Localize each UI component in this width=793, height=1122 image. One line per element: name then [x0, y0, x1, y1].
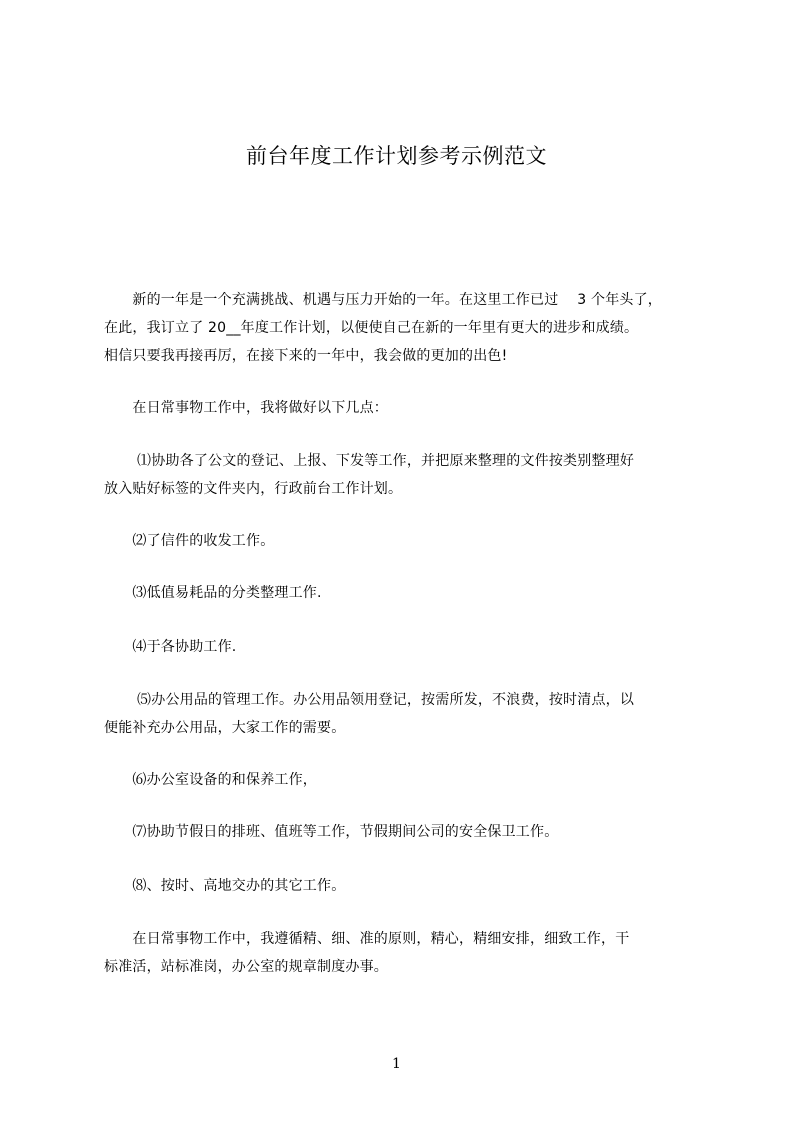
- list-item-5: [104, 686, 716, 742]
- paragraph-line: 标准活，站标准岗，办公室的规章制度办事。: [104, 959, 388, 975]
- list-item-7: [104, 818, 716, 846]
- document-title: 前台年度工作计划参考示例范文: [246, 144, 547, 168]
- paragraph-line: 便能补充办公用品，大家工作的需要。: [104, 720, 346, 736]
- paragraph-line: 放入贴好标签的文件夹内，行政前台工作计划。: [104, 481, 403, 497]
- paragraph-line: 在此，我订立了 20__年度工作计划，以便使自己在新的一年里有更大的进步和成绩。: [104, 320, 639, 336]
- list-item-4: [104, 633, 716, 661]
- paragraph-line: 相信只要我再接再厉，在接下来的一年中，我会做的更加的出色!: [104, 348, 508, 364]
- paragraph-line: ⑺协助节假日的排班、值班等工作，节假期间公司的安全保卫工作。: [104, 824, 559, 840]
- page-number: 1: [392, 1056, 401, 1072]
- paragraph-line: ⑻、按时、高地交办的其它工作。: [104, 878, 346, 894]
- list-item-8: [104, 872, 716, 900]
- paragraph-intro: [104, 286, 716, 370]
- paragraph-line: ⑷于各协助工作.: [104, 639, 237, 655]
- list-item-1: [104, 447, 716, 503]
- paragraph-line: ⑹办公室设备的和保养工作，: [104, 772, 317, 788]
- paragraph-line: 在日常事物工作中，我遵循精、细、准的原则，精心，精细安排，细致工作，干: [104, 931, 630, 947]
- paragraph-line: 在日常事物工作中，我将做好以下几点：: [104, 400, 388, 416]
- paragraph-line: ⑵了信件的收发工作。: [104, 533, 275, 549]
- paragraph-line: ⑶低值易耗品的分类整理工作.: [104, 585, 322, 601]
- paragraph-closing: [104, 925, 716, 981]
- list-item-2: [104, 527, 716, 555]
- paragraph-line: ⑸办公用品的管理工作。办公用品领用登记，按需所发，不浪费，按时清点，以: [104, 692, 635, 708]
- list-item-3: [104, 579, 716, 607]
- paragraph-line: ⑴协助各了公文的登记、上报、下发等工作，并把原来整理的文件按类别整理好: [104, 453, 635, 469]
- paragraph-points-intro: [104, 394, 716, 422]
- list-item-6: [104, 766, 716, 794]
- paragraph-line: 新的一年是一个充满挑战、机遇与压力开始的一年。在这里工作已过 3 个年头了，: [104, 292, 663, 308]
